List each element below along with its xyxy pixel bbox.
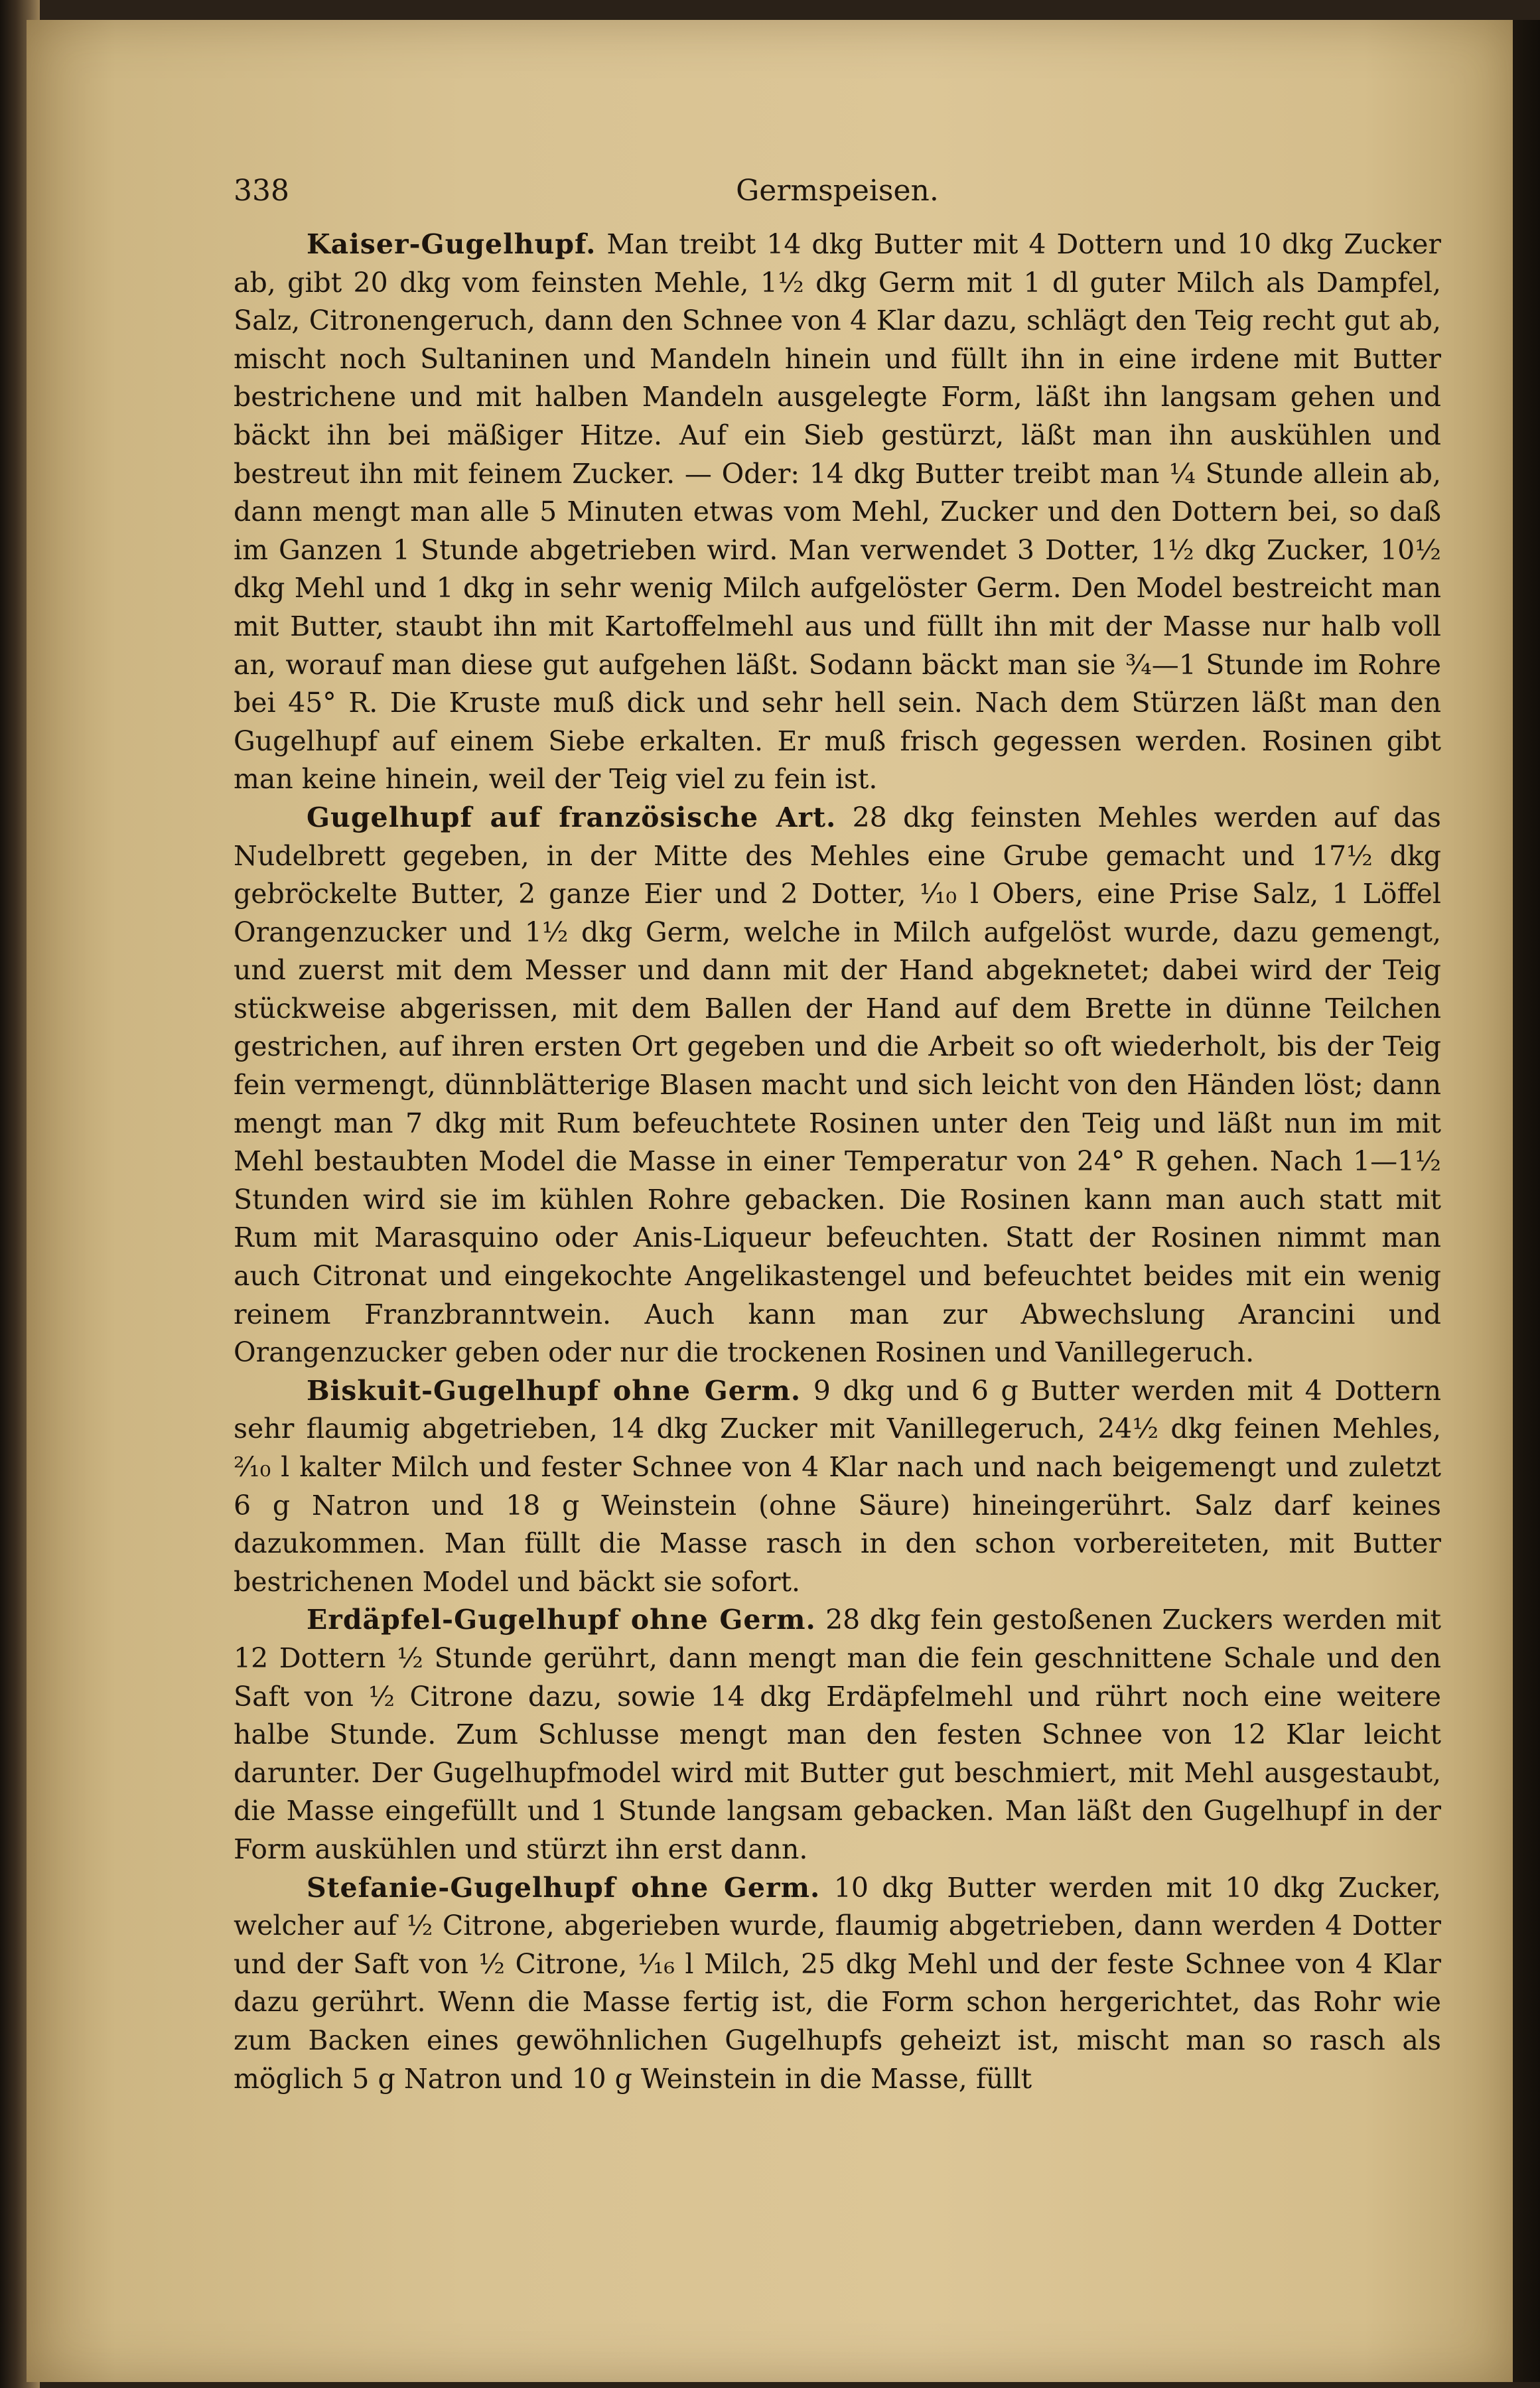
running-head: Germspeisen.	[736, 174, 939, 208]
recipe-biskuit-gugelhupf	[234, 1372, 1441, 1602]
recipe-title: Kaiser-Gugelhupf.	[307, 228, 596, 260]
page-header	[234, 174, 1441, 214]
recipe-title: Erdäpfel-Gugelhupf ohne Germ.	[307, 1604, 816, 1636]
recipe-gugelhupf-franzoesisch	[234, 799, 1441, 1372]
recipe-text: 28 dkg feinsten Mehles werden auf das Nudelbrett gegeben, in der Mitte des Mehles eine Grube gemacht und 17½ dkg gebröckelte Butter, 2 ganze Eier und 2 Dotter, ¹⁄₁₀ l Obers, eine Prise Salz, 1 Löffel Orangenzucker und 1½ dkg Germ, welche in Milch aufgelöst wurde, dazu gemengt, und zuerst mit dem Messer und dann mit der Hand abgeknetet; dabei wird der Teig stückweise abgerissen, mit dem Ballen der Hand auf dem Brette in dünne Teilchen gestrichen, auf ihren ersten Ort gegeben und die Arbeit so oft wiederholt, bis der Teig fein vermengt, dünnblätterige Blasen macht und sich leicht von den Händen löst; dann mengt man 7 dkg mit Rum befeuchtete Rosinen unter den Teig und läßt nun im mit Mehl bestaubten Model die Masse in einer Temperatur von 24° R gehen. Nach 1—1½ Stunden wird sie im kühlen Rohre gebacken. Die Rosinen kann man auch statt mit Rum mit Marasquino oder Anis-Liqueur befeuchten. Statt der Rosinen nimmt man auch Citronat und eingekochte Angelikastengel und befeuchtet beides mit ein wenig reinem Franzbranntwein. Auch kann man zur Abwechslung Arancini und Orangenzucker geben oder nur die trockenen Rosinen und Vanillegeruch.	[234, 801, 1441, 1369]
recipe-text: 28 dkg fein gestoßenen Zuckers werden mit 12 Dottern ½ Stunde gerührt, dann mengt man die fein geschnittene Schale und den Saft von ½ Citrone dazu, sowie 14 dkg Erdäpfelmehl und rührt noch eine weitere halbe Stunde. Zum Schlusse mengt man den festen Schnee von 12 Klar leicht darunter. Der Gugelhupfmodel wird mit Butter gut beschmiert, mit Mehl ausgestaubt, die Masse eingefüllt und 1 Stunde langsam gebacken. Man läßt den Gugelhupf in der Form auskühlen und stürzt ihn erst dann.	[234, 1604, 1441, 1865]
recipe-title: Gugelhupf auf französische Art.	[307, 801, 837, 833]
recipe-erdaepfel-gugelhupf	[234, 1601, 1441, 1868]
page-edge	[1513, 20, 1540, 2382]
recipe-kaiser-gugelhupf	[234, 226, 1441, 799]
recipe-stefanie-gugelhupf	[234, 1869, 1441, 2099]
recipe-text: 10 dkg Butter werden mit 10 dkg Zucker, welcher auf ½ Citrone, abgerieben wurde, flaumig abgetrieben, dann werden 4 Dotter und der Saft von ½ Citrone, ¹⁄₁₆ l Milch, 25 dkg Mehl und der feste Schnee von 4 Klar dazu gerührt. Wenn die Masse fertig ist, die Form schon hergerichtet, das Rohr wie zum Backen eines gewöhnlichen Gugelhupfs geheizt ist, mischt man so rasch als möglich 5 g Natron und 10 g Weinstein in die Masse, füllt	[234, 1871, 1441, 2095]
recipe-title: Biskuit-Gugelhupf ohne Germ.	[307, 1374, 802, 1407]
page-body	[234, 226, 1441, 2098]
recipe-title: Stefanie-Gugelhupf ohne Germ.	[307, 1871, 821, 1904]
recipe-text: Man treibt 14 dkg Butter mit 4 Dottern und 10 dkg Zucker ab, gibt 20 dkg vom feinsten Mehle, 1½ dkg Germ mit 1 dl guter Milch als Dampfel, Salz, Citronengeruch, dann den Schnee von 4 Klar dazu, schlägt den Teig recht gut ab, mischt noch Sultaninen und Mandeln hinein und füllt ihn in eine irdene mit Butter bestrichene und mit halben Mandeln ausgelegte Form, läßt ihn langsam gehen und bäckt ihn bei mäßiger Hitze. Auf ein Sieb gestürzt, läßt man ihn auskühlen und bestreut ihn mit feinem Zucker. — Oder: 14 dkg Butter treibt man ¼ Stunde allein ab, dann mengt man alle 5 Minuten etwas vom Mehl, Zucker und den Dottern bei, so daß im Ganzen 1 Stunde abgetrieben wird. Man verwendet 3 Dotter, 1½ dkg Zucker, 10½ dkg Mehl und 1 dkg in sehr wenig Milch aufgelöster Germ. Den Model bestreicht man mit Butter, staubt ihn mit Kartoffelmehl aus und füllt ihn mit der Masse nur halb voll an, worauf man diese gut aufgehen läßt. Sodann bäckt man sie ¾—1 Stunde im Rohre bei 45° R. Die Kruste muß dick und sehr hell sein. Nach dem Stürzen läßt man den Gugelhupf auf einem Siebe erkalten. Er muß frisch gegessen werden. Rosinen gibt man keine hinein, weil der Teig viel zu fein ist.	[234, 228, 1441, 796]
page-number: 338	[234, 174, 289, 208]
recipe-text: 9 dkg und 6 g Butter werden mit 4 Dottern sehr flaumig abgetrieben, 14 dkg Zucker mit Vanillegeruch, 24½ dkg feinen Mehles, ²⁄₁₀ l kalter Milch und fester Schnee von 4 Klar nach und nach beigemengt und zuletzt 6 g Natron und 18 g Weinstein (ohne Säure) hineingerührt. Salz darf keines dazukommen. Man füllt die Masse rasch in den schon vorbereiteten, mit Butter bestrichenen Model und bäckt sie sofort.	[234, 1374, 1441, 1598]
